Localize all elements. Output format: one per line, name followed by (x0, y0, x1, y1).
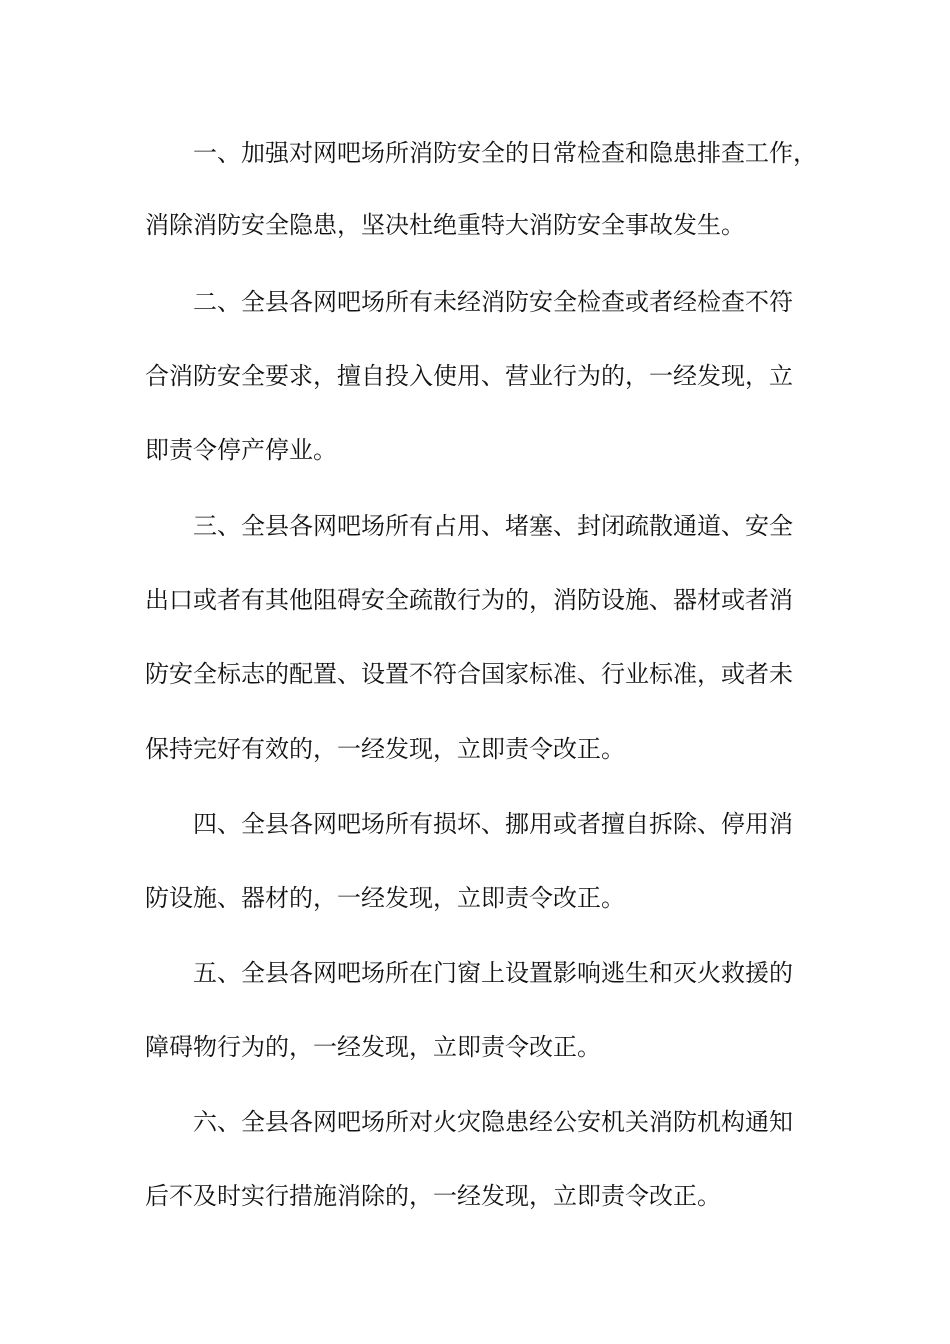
paragraph-6-line-2: 后不及时实行措施消除的，一经发现，立即责令改正。 (145, 1182, 721, 1210)
paragraph-3-line-1: 三、全县各网吧场所有占用、堵塞、封闭疏散通道、安全 (193, 512, 793, 540)
paragraph-3-line-3: 防安全标志的配置、设置不符合国家标准、行业标准，或者未 (145, 660, 793, 688)
paragraph-4-line-2: 防设施、器材的，一经发现，立即责令改正。 (145, 884, 625, 912)
paragraph-3-line-4: 保持完好有效的，一经发现，立即责令改正。 (145, 735, 625, 763)
paragraph-3-line-2: 出口或者有其他阻碍安全疏散行为的，消防设施、器材或者消 (145, 586, 793, 614)
paragraph-2-line-1: 二、全县各网吧场所有未经消防安全检查或者经检查不符 (193, 288, 793, 316)
paragraph-5-line-2: 障碍物行为的，一经发现，立即责令改正。 (145, 1033, 601, 1061)
paragraph-2-line-2: 合消防安全要求，擅自投入使用、营业行为的，一经发现，立 (145, 362, 793, 390)
paragraph-5-line-1: 五、全县各网吧场所在门窗上设置影响逃生和灭火救援的 (193, 959, 793, 987)
paragraph-4-line-1: 四、全县各网吧场所有损坏、挪用或者擅自拆除、停用消 (193, 810, 793, 838)
paragraph-6-line-1: 六、全县各网吧场所对火灾隐患经公安机关消防机构通知 (193, 1108, 793, 1136)
paragraph-1-line-2: 消除消防安全隐患，坚决杜绝重特大消防安全事故发生。 (145, 211, 745, 239)
paragraph-2-line-3: 即责令停产停业。 (145, 436, 337, 464)
paragraph-1-line-1: 一、加强对网吧场所消防安全的日常检查和隐患排查工作， (193, 139, 817, 167)
